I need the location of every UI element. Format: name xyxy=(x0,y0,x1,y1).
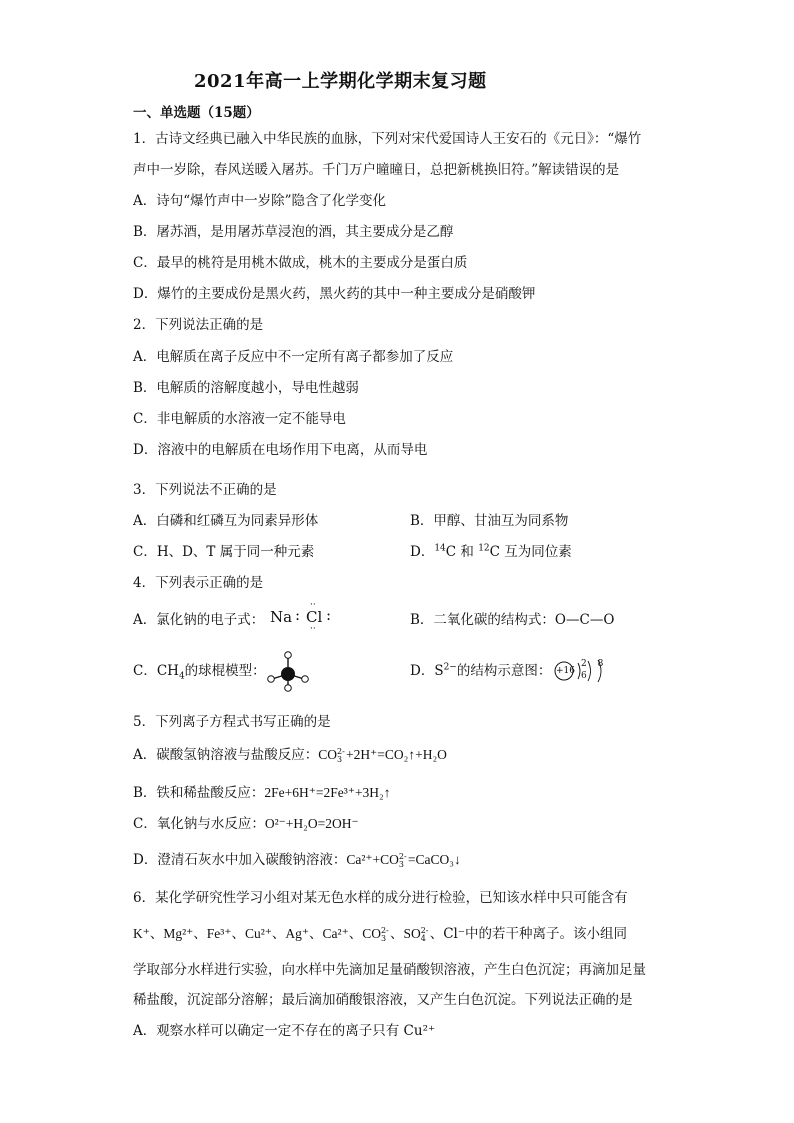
q4-option-c: C．$CH_4$的球棍模型： xyxy=(133,663,266,682)
na-symbol: Na xyxy=(270,608,293,626)
q3-option-d: D．$^{14}$C 和 $^{12}$C 互为同位素 xyxy=(410,543,572,560)
q5-option-a: A．碳酸氢钠溶液与盐酸反应：CO2- 3 +2H⁺=CO₂↑+H₂O xyxy=(133,746,447,764)
so4-charge-stack-q6: 2- 4 xyxy=(420,925,429,943)
co3-charge-stack-q6: 2- 3 xyxy=(380,925,389,943)
q6-line3: 学取部分水样进行实验，向水样中先滴加足量硝酸钡溶液，产生白色沉淀；再滴加足量 xyxy=(133,962,646,978)
cl-bottom-dots: ·· xyxy=(310,624,316,634)
cl-right-dots: : xyxy=(326,606,332,624)
q2-option-d: D．溶液中的电解质在电场作用下电离，从而导电 xyxy=(133,442,428,458)
q3-option-a: A．白磷和红磷互为同素异形体 xyxy=(133,513,319,529)
q1-stem-line2: 声中一岁除，春风送暖入屠苏。千门万户曈曈日，总把新桃换旧符。”解读错误的是 xyxy=(133,162,620,178)
nacl-electron-formula xyxy=(270,602,340,638)
q1-option-c: C．最早的桃符是用桃木做成，桃木的主要成分是蛋白质 xyxy=(133,255,468,271)
q3-option-c: C．H、D、T 属于同一种元素 xyxy=(133,544,315,560)
ch4-ball-stick-model xyxy=(264,650,312,692)
q1-option-d: D．爆竹的主要成份是黑火药，黑火药的其中一种主要成分是硝酸钾 xyxy=(133,286,536,302)
co3-charge-stack: 2- 3 xyxy=(337,746,345,764)
shell-electrons: 2 8 6 xyxy=(581,659,608,681)
cl-top-dots: ·· xyxy=(310,600,316,610)
q5-option-c: C．氧化钠与水反应：O²⁻+H₂O=2OH⁻ xyxy=(133,816,359,832)
q2-option-a: A．电解质在离子反应中不一定所有离子都参加了反应 xyxy=(133,349,454,365)
document-title: 2021年高一上学期化学期末复习题 xyxy=(194,71,487,92)
q6-line4: 稀盐酸，沉淀部分溶解；最后滴加硝酸银溶液，又产生白色沉淀。下列说法正确的是 xyxy=(133,992,633,1008)
s2-atomic-structure-diagram xyxy=(553,658,613,684)
q2-stem: 2．下列说法正确的是 xyxy=(133,317,264,333)
q4-option-a: A．氯化钠的电子式： xyxy=(133,612,265,628)
q4-stem: 4．下列表示正确的是 xyxy=(133,575,264,591)
q3-option-b: B．甲醇、甘油互为同系物 xyxy=(410,513,569,529)
q6-stem-line1: 6．某化学研究性学习小组对某无色水样的成分进行检验，已知该水样中只可能含有 xyxy=(133,890,628,906)
co3-charge-stack-d: 2- 3 xyxy=(398,851,407,869)
q1-stem-line1: 1．古诗文经典已融入中华民族的血脉，下列对宋代爱国诗人王安石的《元日》：“爆竹 xyxy=(133,131,642,147)
q4-option-d: D．$S^{2-}$的结构示意图： xyxy=(410,662,552,679)
q1-option-a: A．诗句“爆竹声中一岁除”隐含了化学变化 xyxy=(133,193,387,209)
q6-ions-line: K⁺、Mg²⁺、Fe³⁺、Cu²⁺、Ag⁺、Ca²⁺、CO2- 3 、SO2- 4 、Cl⁻中的若干种离子。该小组同 xyxy=(133,925,627,943)
cl-symbol: Cl xyxy=(306,608,323,626)
q2-option-b: B．电解质的溶解度越小，导电性越弱 xyxy=(133,380,359,396)
q3-stem: 3．下列说法不正确的是 xyxy=(133,482,277,498)
nucleus-charge: +16 xyxy=(556,666,575,676)
q2-option-c: C．非电解质的水溶液一定不能导电 xyxy=(133,411,346,427)
q5-option-b: B．铁和稀盐酸反应：2Fe+6H⁺=2Fe³⁺+3H₂↑ xyxy=(133,785,391,801)
q6-option-a: A．观察水样可以确定一定不存在的离子只有 Cu²⁺ xyxy=(133,1023,436,1039)
q5-stem: 5．下列离子方程式书写正确的是 xyxy=(133,714,331,730)
colon-dots: : xyxy=(295,606,301,624)
q1-option-b: B．屠苏酒，是用屠苏草浸泡的酒，其主要成分是乙醇 xyxy=(133,224,454,240)
section-heading: 一、单选题（15题） xyxy=(133,105,260,121)
q4-option-b: B．二氧化碳的结构式：O—C—O xyxy=(410,612,615,628)
q5-option-d: D．澄清石灰水中加入碳酸钠溶液：Ca²⁺+CO2- 3 =CaCO₃↓ xyxy=(133,851,461,869)
